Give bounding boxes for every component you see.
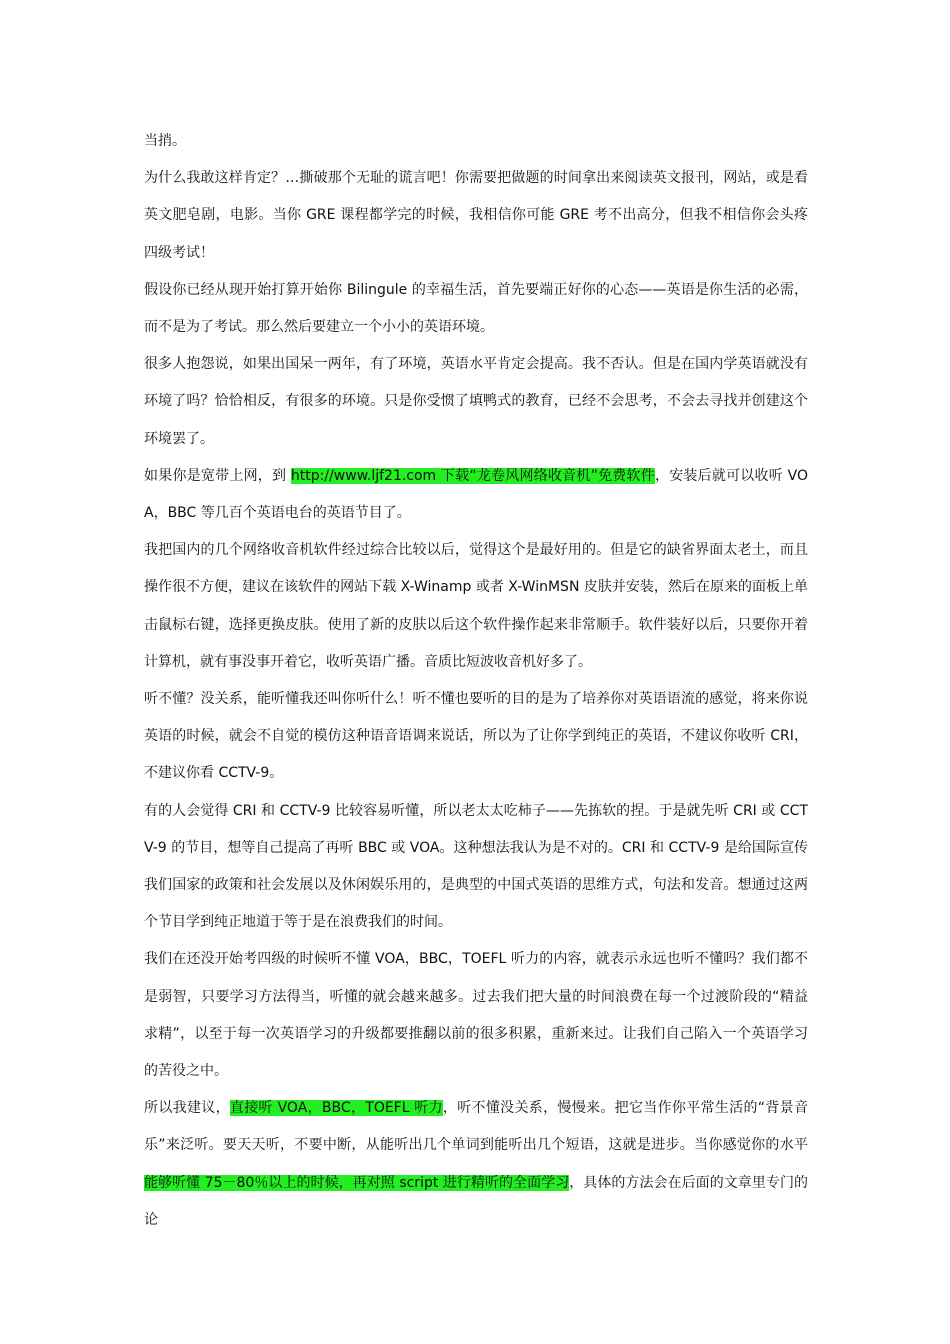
paragraph: [144, 272, 808, 346]
highlighted-text: http://www.ljf21.com 下载“龙卷风网络收音机”免费软件: [290, 467, 655, 484]
paragraph-text: 为什么我敢这样肯定？…撕破那个无耻的谎言吧！你需要把做题的时间拿出来阅读英文报刊，网站，或是看英文肥皂剧，电影。当你 GRE 课程都学完的时候，我相信你可能 GRE 考不出高分，但我不相信你会头疼四级考试！: [144, 170, 808, 261]
paragraph-text: 假设你已经从现开始打算开始你 Bilingule 的幸福生活，首先要端正好你的心态——英语是你生活的必需，而不是为了考试。那么然后要建立一个小小的英语环境。: [144, 281, 808, 336]
paragraph-text: 当捎。: [144, 133, 186, 149]
paragraph-text: 听不懂？没关系，能听懂我还叫你听什么！听不懂也要听的目的是为了培养你对英语语流的感觉，将来你说英语的时候，就会不自觉的模仿这种语音语调来说话，所以为了让你学到纯正的英语，不建议你收听 CRI，不建议你看 CCTV-9。: [144, 691, 808, 782]
paragraph-text: 有的人会觉得 CRI 和 CCTV-9 比较容易听懂，所以老太太吃柿子——先拣软的捏。于是就先听 CRI 或 CCTV-9 的节目，想等自己提高了再听 BBC 或 VOA。这种想法我认为是不对的。CRI 和 CCTV-9 是给国际宣传我们国家的政策和社会发展以及休闲娱乐用的，是典型的中国式英语的思维方式，句法和发音。想通过这两个节目学到纯正地道于等于是在浪费我们的时间。: [144, 802, 808, 931]
paragraph-text: ，听不懂没关系，慢慢来。把它当作你平常生活的“背景音乐”来泛听。要天天听，不要中断，从能听出几个单词到能听出几个短语，这就是进步。当你感觉你的水平: [144, 1100, 808, 1154]
highlighted-text: 能够听懂 75－80％以上的时候，再对照 script 进行精听的全面学习: [144, 1174, 570, 1191]
paragraph-text: 我把国内的几个网络收音机软件经过综合比较以后，觉得这个是最好用的。但是它的缺省界面太老土，而且操作很不方便，建议在该软件的网站下载 X-Winamp 或者 X-WinMSN 皮肤并安装，然后在原来的面板上单击鼠标右键，选择更换皮肤。使用了新的皮肤以后这个软件操作起来非常顺手。软件装好以后，只要你开着计算机，就有事没事开着它，收听英语广播。音质比短波收音机好多了。: [144, 542, 808, 670]
paragraph: [144, 1090, 808, 1239]
paragraph: [144, 793, 808, 942]
paragraph-text: 所以我建议，: [144, 1100, 230, 1117]
paragraph: [144, 346, 808, 458]
paragraph-text: ，具体的方法会在后面的文章里专门的论: [144, 1174, 808, 1228]
paragraph: [144, 532, 808, 681]
paragraph-text: 如果你是宽带上网，到: [144, 467, 291, 484]
paragraph: [144, 681, 808, 793]
paragraph: [144, 458, 808, 532]
highlighted-text: 直接听 VOA，BBC，TOEFL 听力: [229, 1100, 443, 1117]
paragraph-text: 很多人抱怨说，如果出国呆一两年，有了环境，英语水平肯定会提高。我不否认。但是在国内学英语就没有环境了吗？恰恰相反，有很多的环境。只是你受惯了填鸭式的教育，已经不会思考，不会去寻找并创建这个环境罢了。: [144, 356, 808, 447]
document-body: [144, 123, 808, 1239]
paragraph-text: ，安装后就可以收听 VOA，BBC 等几百个英语电台的英语节目了。: [144, 467, 809, 522]
paragraph-text: 我们在还没开始考四级的时候听不懂 VOA，BBC，TOEFL 听力的内容，就表示永远也听不懂吗？我们都不是弱智，只要学习方法得当，听懂的就会越来越多。过去我们把大量的时间浪费在每一个过渡阶段的“精益求精”，以至于每一次英语学习的升级都要推翻以前的很多积累，重新来过。让我们自己陷入一个英语学习的苦役之中。: [144, 951, 808, 1080]
paragraph: [144, 160, 808, 272]
paragraph: [144, 123, 808, 160]
paragraph: [144, 941, 808, 1090]
